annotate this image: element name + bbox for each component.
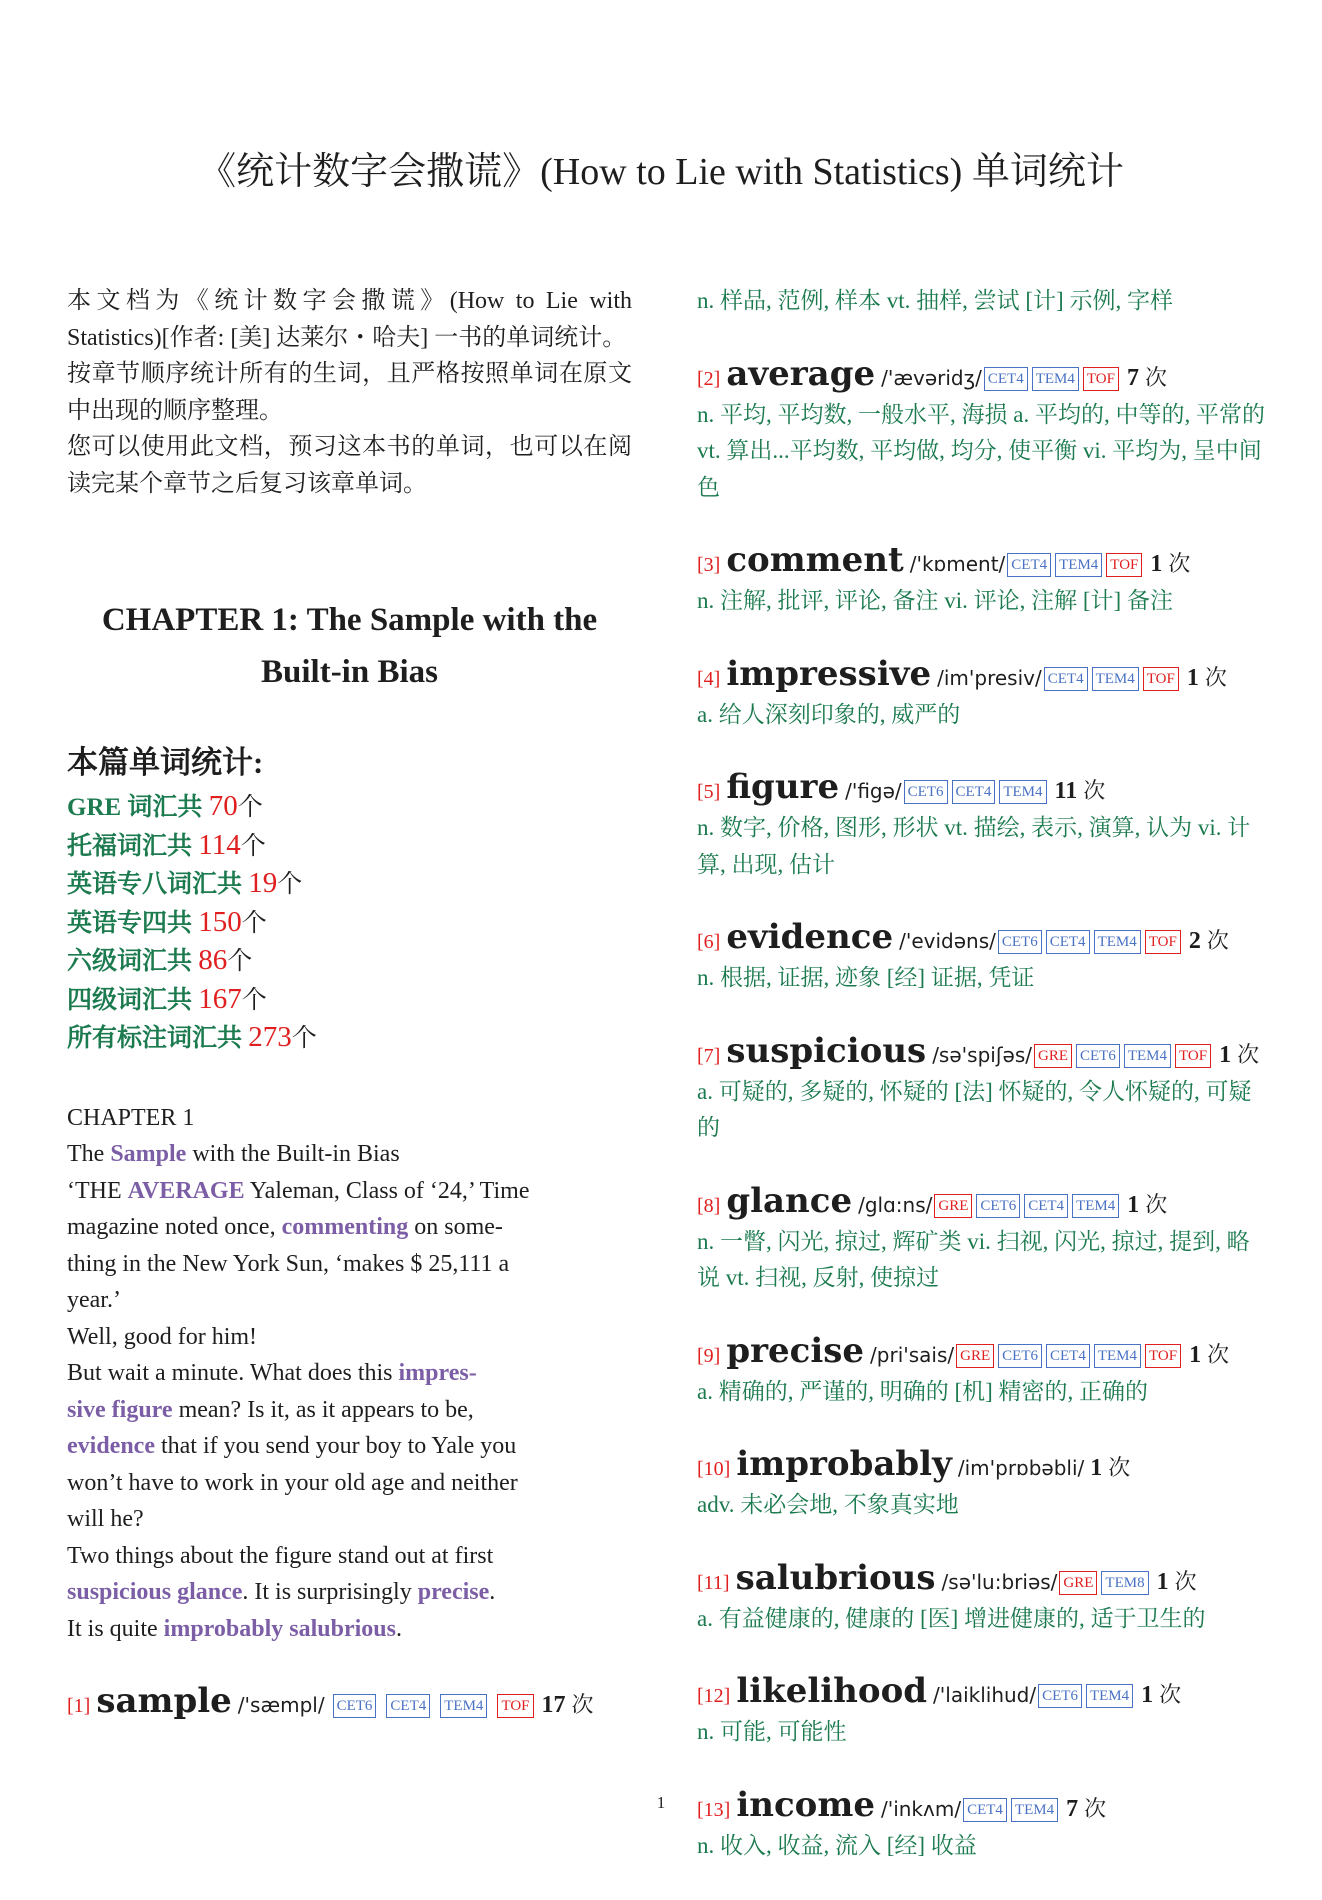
text-line: thing in the New York Sun, ‘makes $ 25,111 a [67,1250,510,1277]
text-line [67,1392,632,1429]
stat-line [67,827,632,866]
highlighted-word[interactable]: improbably [163,1615,284,1642]
stat-label: 英语专四共 [67,909,199,937]
entry-definition: a. 给人深刻印象的, 威严的 [697,701,961,727]
entry-pronunciation: /sə'lu:briəs/ [941,1569,1058,1594]
entry-definition: a. 可疑的, 多疑的, 怀疑的 [法] 怀疑的, 令人怀疑的, 可疑的 [697,1078,1252,1140]
entry-word[interactable]: glance [726,1180,853,1221]
vocab-entry [697,1446,1265,1524]
stat-count: 167 [198,982,242,1015]
text-span: It is quite [67,1615,164,1642]
entry-pronunciation: /im'prɒbəbli/ [957,1456,1085,1480]
vocab-entry [697,1180,1265,1297]
right-column [697,283,1265,1900]
tag-badge: CET6 [998,930,1042,954]
text-span: ‘THE [67,1177,128,1204]
stat-unit: 个 [277,871,303,898]
tag-badge: GRE [1034,1044,1072,1068]
tag-badge: CET6 [1076,1044,1120,1068]
times-label: 次 [571,1692,594,1717]
entry-index: [7] [697,1044,721,1067]
highlighted-word[interactable]: salubrious [289,1615,396,1642]
tag-badge: TOF [1083,367,1119,391]
entry-index: [9] [697,1344,721,1367]
vocab-entry [697,769,1265,883]
entry-word[interactable]: salubrious [735,1557,936,1598]
entry-count: 1 [1090,1455,1103,1481]
entry-word[interactable]: comment [726,540,904,580]
entry-definition: n. 样品, 范例, 样本 vt. 抽样, 尝试 [计] 示例, 字样 [697,288,1173,313]
stat-unit: 个 [241,909,267,937]
stat-count: 150 [198,905,242,938]
vocab-list [697,353,1265,1865]
entry-count: 1 [1186,664,1199,691]
entry-word[interactable]: average [726,353,876,394]
tag-badge: TOF [1106,553,1142,577]
entry-count: 1 [1156,1568,1169,1595]
vocab-entry [697,1330,1265,1411]
entry-count: 7 [1126,364,1139,391]
entry-count: 11 [1054,778,1078,804]
entry-definition: adv. 未必会地, 不象真实地 [697,1492,959,1517]
tag-badge: TEM4 [1055,553,1102,577]
intro-paragraph: 您可以使用此文档，预习这本书的单词，也可以在阅读完某个章节之后复习该章单词。 [67,434,632,497]
entry-count: 17 [541,1692,566,1718]
entry-word[interactable]: precise [726,1330,865,1371]
entry-word[interactable]: suspicious [726,1030,927,1071]
text-span: The [67,1141,111,1167]
times-label: 次 [1145,1191,1168,1217]
entry-pronunciation: /'laiklihud/ [933,1683,1037,1707]
times-label: 次 [1144,364,1167,390]
entry-definition: n. 注解, 批评, 评论, 备注 vi. 评论, 注解 [计] 备注 [697,588,1173,613]
tag-badge: CET4 [984,367,1028,391]
entry-head [697,769,1265,810]
entry-head [697,542,1265,583]
text-span: mean? Is it, as it appears to be, [172,1396,474,1423]
tag-badge: TEM4 [1011,1798,1058,1822]
tag-badge: TEM4 [1124,1044,1171,1068]
stat-label: 托福词汇共 [67,832,199,860]
text-line [67,1355,632,1392]
entry-index: [10] [697,1458,731,1480]
entry-head [67,1683,632,1724]
stat-label: 六级词汇共 [67,948,199,975]
text-line: won’t have to work in your old age and neither [67,1469,518,1496]
stat-count: 273 [248,1021,292,1053]
vocab-entry-def [697,283,1265,320]
text-line [67,1428,632,1465]
times-label: 次 [1108,1455,1131,1480]
highlighted-word[interactable]: AVERAGE [127,1177,245,1204]
entry-definition: n. 平均, 平均数, 一般水平, 海损 a. 平均的, 中等的, 平常的 vt. 算出...平均数, 平均做, 均分, 使平衡 vi. 平均为, 呈中间色 [697,401,1265,500]
entry-count: 1 [1189,1341,1202,1368]
entry-index: [5] [697,781,721,803]
entry-definition: n. 数字, 价格, 图形, 形状 vt. 描绘, 表示, 演算, 认为 vi. 计算, 出现, 估计 [697,815,1251,877]
tag-badge: CET4 [1046,1344,1090,1368]
tag-badge: TEM4 [999,780,1046,804]
tag-badge: CET4 [963,1798,1007,1822]
text-line [67,1136,632,1173]
tag-badge: CET6 [333,1694,377,1718]
tag-badge: CET4 [1046,930,1090,954]
tag-badge: TEM4 [1032,367,1079,391]
tag-badge: CET6 [1038,1684,1082,1708]
entry-head [697,1330,1265,1374]
stat-count: 70 [208,790,238,822]
tag-badge: CET4 [952,780,996,804]
text-span: on some- [408,1214,503,1240]
vocab-entry [697,353,1265,507]
vocab-entry [697,653,1265,734]
text-line: will he? [67,1506,144,1532]
text-line: year.’ [67,1287,121,1313]
entry-pronunciation: /'figə/ [845,779,902,803]
text-span: Yaleman, Class of ‘24,’ Time [244,1177,530,1204]
intro-paragraph: 按章节顺序统计所有的生词，且严格按照单词在原文中出现的顺序整理。 [67,361,632,424]
tag-badge: CET6 [998,1344,1042,1368]
stat-line [67,942,632,981]
text-line: Well, good for him! [67,1323,258,1350]
text-line: Two things about the figure stand out at first [67,1542,494,1569]
highlighted-word[interactable]: glance [177,1579,243,1605]
tag-badge: CET4 [1024,1194,1068,1218]
entry-pronunciation: /sə'spiʃəs/ [932,1042,1033,1067]
times-label: 次 [1084,1795,1107,1821]
text-line [67,1209,632,1246]
tag-badge: TEM4 [1092,667,1139,691]
highlighted-word[interactable]: commenting [281,1214,409,1240]
text-line [67,1574,632,1611]
entry-count: 1 [1127,1191,1140,1218]
vocab-entry [697,1673,1265,1751]
stat-count: 114 [198,828,241,861]
entry-pronunciation: /'sæmpl/ [237,1693,325,1717]
text-span: But wait a minute. What does this [67,1360,399,1386]
stat-line [67,904,632,943]
stat-unit: 个 [291,1025,317,1052]
entry-pronunciation: /im'presiv/ [937,665,1042,690]
entry-word[interactable]: likelihood [736,1671,928,1711]
vocab-entry [697,1557,1265,1638]
tag-badge: TEM4 [1094,930,1141,954]
stat-line [67,865,632,904]
entry-head [697,653,1265,697]
stat-line [67,981,632,1020]
stat-count: 86 [198,944,228,976]
entry-count: 1 [1219,1041,1232,1068]
highlighted-word[interactable]: Sample [110,1141,187,1167]
vocab-entry [697,542,1265,620]
tag-badge: CET6 [976,1194,1020,1218]
tag-badge: TEM4 [1086,1684,1133,1708]
tag-badge: TEM8 [1101,1571,1148,1595]
entry-index: [13] [697,1798,731,1821]
times-label: 次 [1159,1682,1182,1707]
entry-pronunciation: /'kɒment/ [909,552,1006,576]
text-span: with the Built-in Bias [186,1141,400,1167]
times-label: 次 [1174,1568,1197,1594]
entry-count: 7 [1066,1795,1079,1822]
stat-label: 所有标注词汇共 [67,1025,249,1052]
entry-word[interactable]: figure [726,767,840,807]
entry-count: 1 [1141,1682,1154,1708]
stat-label: 四级词汇共 [67,986,199,1014]
entry-index: [4] [697,667,721,690]
highlighted-word[interactable]: impres- [398,1360,477,1386]
stat-label: GRE 词汇共 [67,794,209,821]
stat-line [67,788,632,827]
stats-list [67,788,632,1058]
entry-pronunciation: /'evidəns/ [899,929,996,953]
entry-count: 1 [1150,551,1163,577]
entry-definition: a. 精确的, 严谨的, 明确的 [机] 精密的, 正确的 [697,1378,1149,1404]
text-span: . It is surprisingly [242,1579,418,1605]
entry-index: [1] [67,1695,91,1717]
entry-head [697,1030,1265,1074]
highlighted-word[interactable]: figure [111,1396,173,1423]
entry-head [697,919,1265,960]
entry-word[interactable]: evidence [726,917,894,957]
highlighted-word[interactable]: precise [417,1579,490,1605]
entry-definition: a. 有益健康的, 健康的 [医] 增进健康的, 适于卫生的 [697,1605,1206,1631]
tag-badge: TOF [1145,930,1181,954]
vocab-entry [67,1683,632,1724]
tag-badge: TEM4 [1094,1344,1141,1368]
intro [67,283,632,502]
entry-word[interactable]: sample [96,1681,232,1721]
chapter-text [67,1100,632,1648]
highlighted-word[interactable]: sive [67,1396,106,1423]
entry-head [697,353,1265,397]
times-label: 次 [1237,1041,1260,1067]
entry-word[interactable]: income [736,1784,875,1825]
stat-line [67,1019,632,1058]
entry-head [697,1180,1265,1224]
entry-head [697,1557,1265,1601]
tag-badge: GRE [956,1344,994,1368]
entry-index: [11] [697,1571,730,1594]
text-line [67,1611,632,1648]
entry-definition: n. 收入, 收益, 流入 [经] 收益 [697,1832,977,1858]
tag-badge: TOF [1143,667,1179,691]
entry-index: [6] [697,931,721,953]
tag-badge: TOF [1145,1344,1181,1368]
tag-badge: CET4 [1007,553,1051,577]
times-label: 次 [1083,778,1106,803]
vocab-entry [697,919,1265,997]
page-title: 《统计数字会撒谎》(How to Lie with Statistics) 单词统计 [198,151,1124,193]
stat-unit: 个 [227,948,253,975]
tag-badge: CET4 [1044,667,1088,691]
text-span: . [395,1615,402,1642]
intro-paragraph: 本文档为《统计数字会撒谎》(How to Lie with Statistics)[作者: [美] 达莱尔・哈夫] 一书的单词统计。 [67,288,632,351]
times-label: 次 [1206,928,1229,953]
entry-definition: n. 根据, 证据, 迹象 [经] 证据, 凭证 [697,965,1035,990]
tag-badge: GRE [934,1194,972,1218]
entry-pronunciation: /glɑ:ns/ [858,1192,933,1217]
tag-badge: CET4 [386,1694,430,1718]
tag-badge: TOF [497,1694,533,1718]
chapter-heading: CHAPTER 1: The Sample with the Built-in Bias [101,602,598,690]
left-column [67,283,632,1760]
text-span: . [489,1579,496,1605]
entry-head [697,1673,1265,1714]
stats-heading: 本篇单词统计: [67,745,264,780]
entry-word[interactable]: improbably [736,1444,952,1484]
text-span: that if you send your boy to Yale you [154,1433,517,1459]
times-label: 次 [1204,664,1227,690]
stat-unit: 个 [240,832,266,860]
entry-index: [3] [697,554,721,576]
tag-badge: TEM4 [1072,1194,1119,1218]
entry-index: [12] [697,1685,731,1707]
entry-count: 2 [1188,928,1201,954]
vocab-entry [697,1030,1265,1147]
entry-head [697,1446,1265,1487]
times-label: 次 [1207,1341,1230,1367]
tag-badge: TOF [1175,1044,1211,1068]
entry-index: [2] [697,367,721,390]
stat-label: 英语专八词汇共 [67,871,249,898]
times-label: 次 [1168,551,1191,576]
entry-index: [8] [697,1194,721,1217]
text-line: CHAPTER 1 [67,1104,195,1131]
stat-unit: 个 [237,794,263,821]
highlighted-word[interactable]: evidence [67,1433,155,1459]
text-span: magazine noted once, [67,1214,282,1240]
stat-count: 19 [248,867,278,899]
entry-pronunciation: /pri'sais/ [870,1342,955,1367]
entry-definition: n. 一瞥, 闪光, 掠过, 辉矿类 vi. 扫视, 闪光, 掠过, 提到, 略说 vt. 扫视, 反射, 使掠过 [697,1228,1250,1290]
text-line [67,1173,632,1210]
tag-badge: TEM4 [440,1694,487,1718]
entry-word[interactable]: impressive [726,653,932,694]
tag-badge: CET6 [904,780,948,804]
page-number: 1 [656,1793,666,1812]
tag-badge: GRE [1059,1571,1097,1595]
entry-pronunciation: /'ævəridʒ/ [881,365,982,390]
stat-unit: 个 [241,986,267,1014]
entry-pronunciation: /'inkʌm/ [880,1796,962,1821]
entry-definition: n. 可能, 可能性 [697,1719,847,1744]
highlighted-word[interactable]: suspicious [67,1579,172,1605]
